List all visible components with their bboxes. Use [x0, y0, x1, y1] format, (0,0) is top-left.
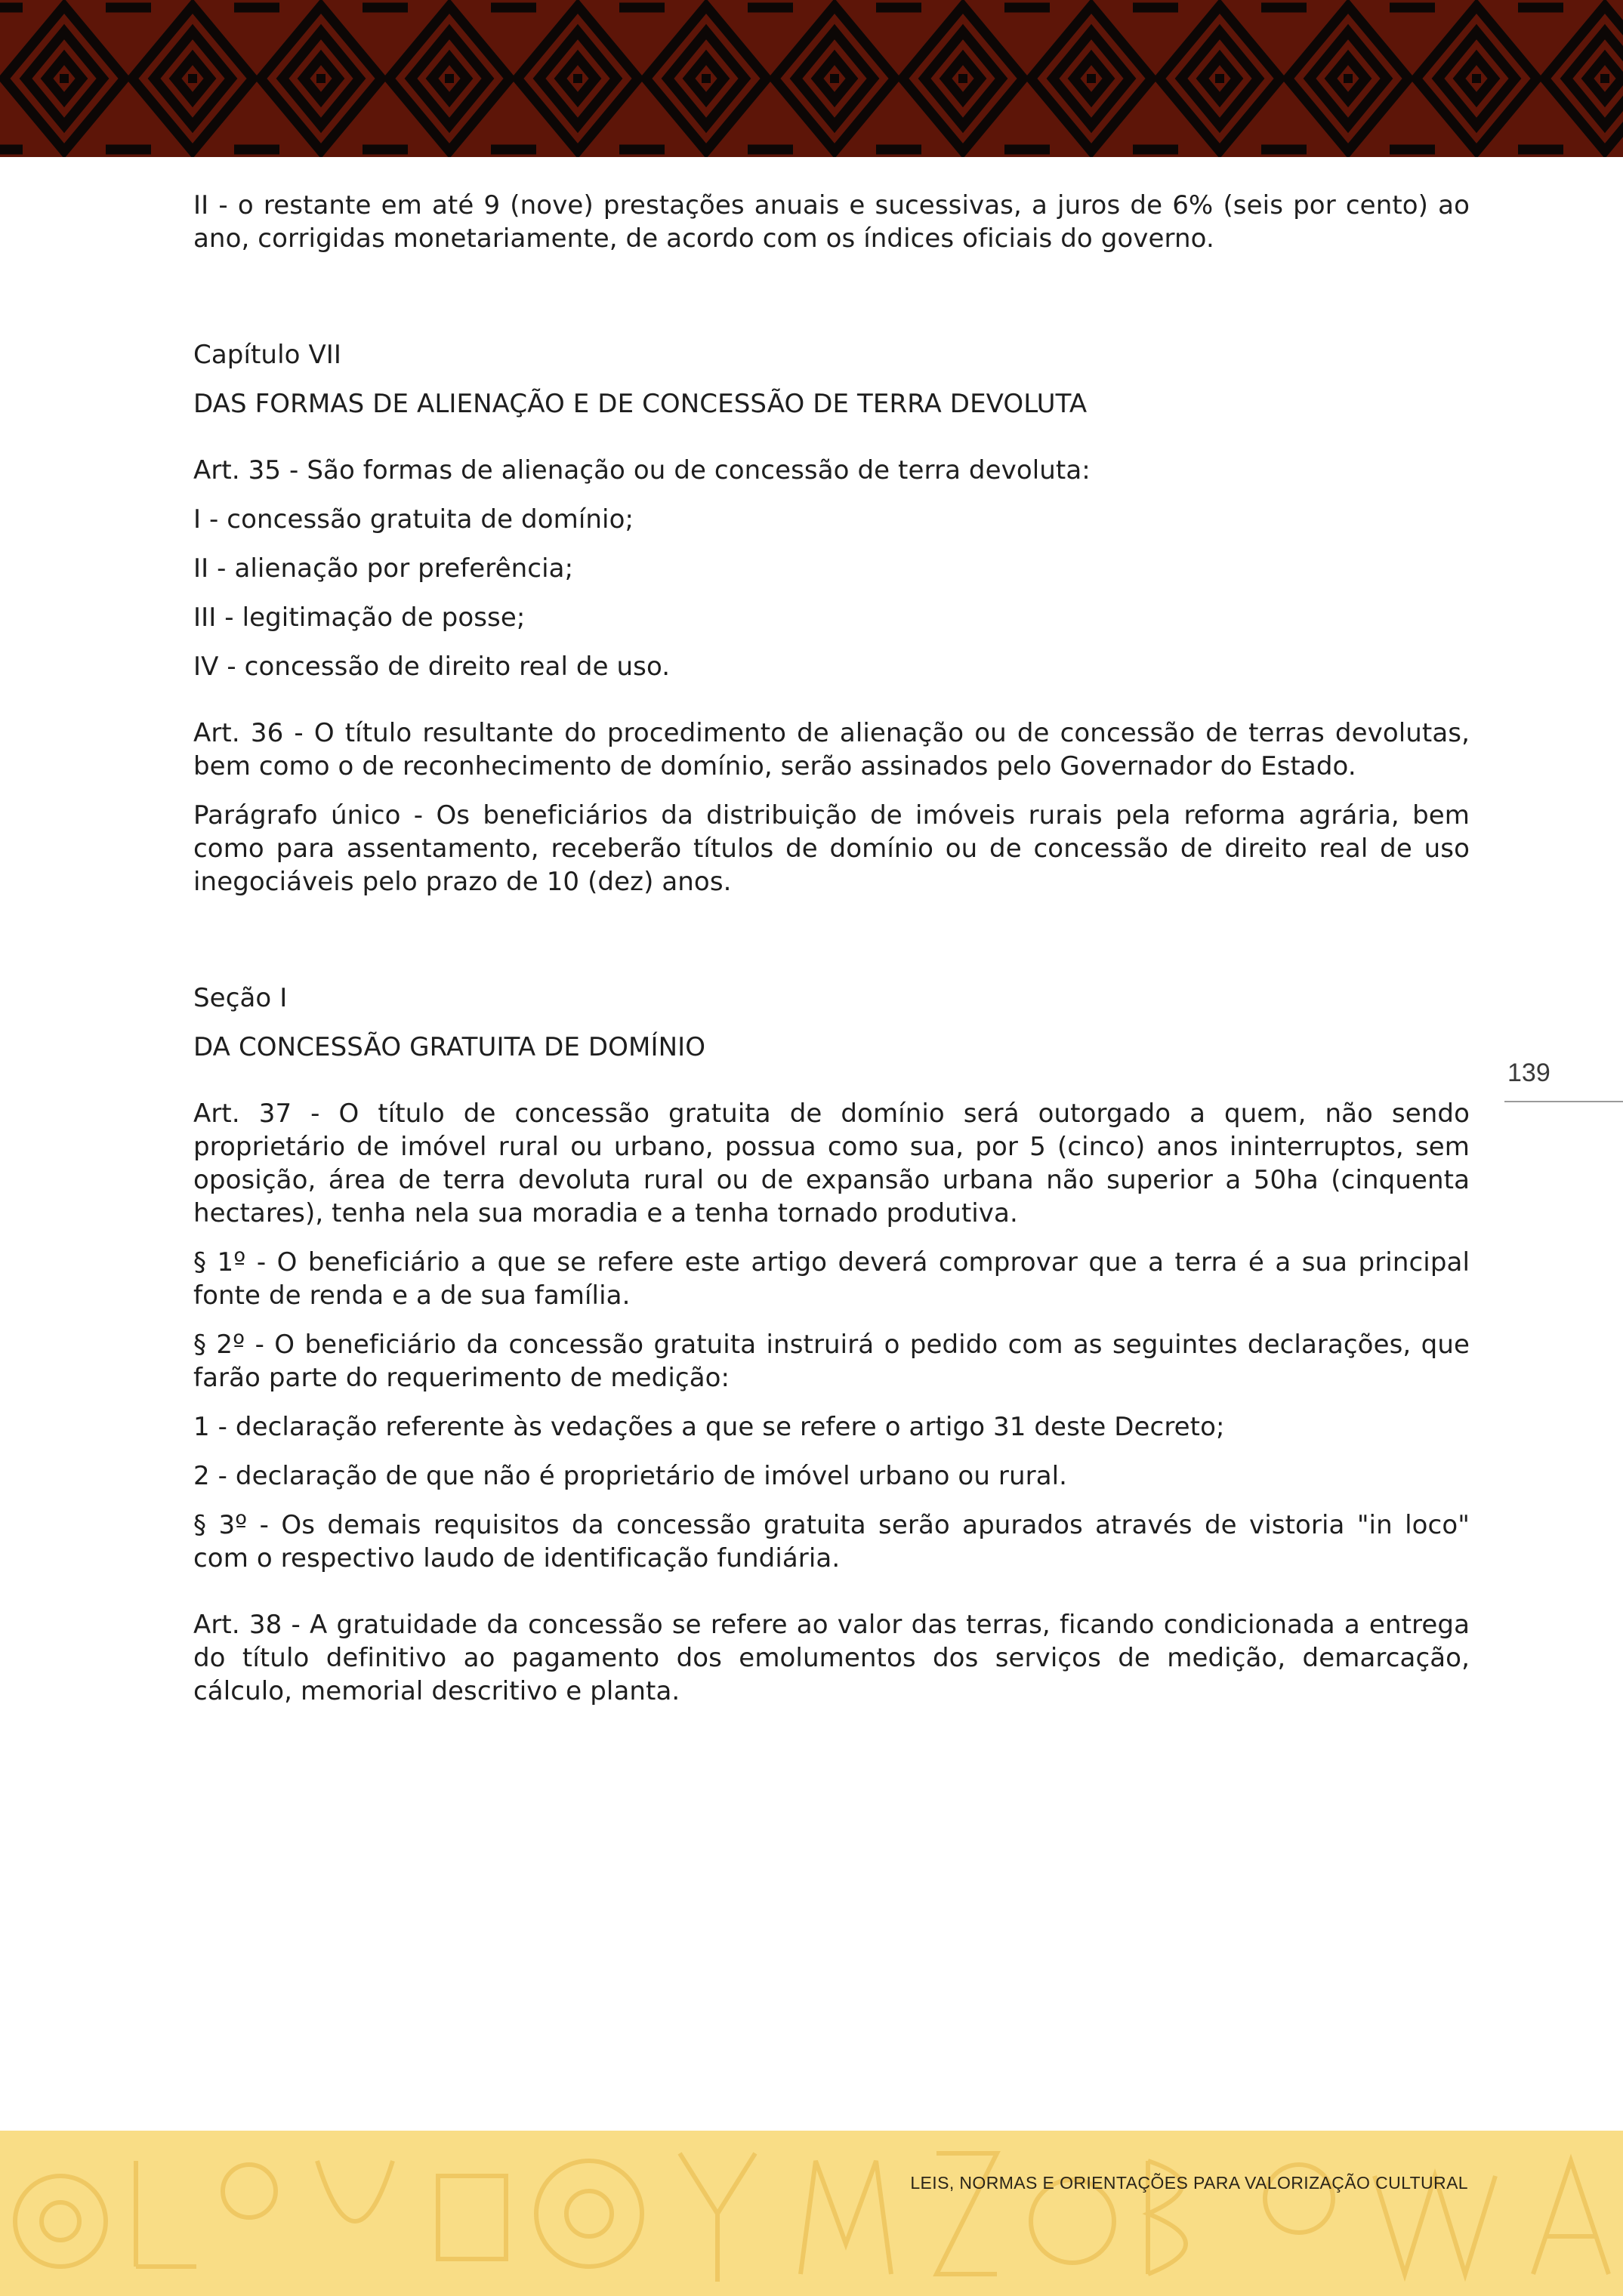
article-38: Art. 38 - A gratuidade da concessão se refere ao valor das terras, ficando condicionada a entrega do título definitivo ao pagamento dos emolumentos dos serviços de medição, demarcação, cálculo, memorial descritivo e planta. [193, 1610, 1470, 1706]
section-label: Seção I [193, 983, 288, 1013]
paragraph-2: § 2º - O beneficiário da concessão gratuita instruirá o pedido com as seguintes declarações, que farão parte do requerimento de medição: [193, 1330, 1470, 1393]
article-37: Art. 37 - O título de concessão gratuita de domínio será outorgado a quem, não sendo proprietário de imóvel rural ou urbano, possua como sua, por 5 (cinco) anos ininterruptos, sem oposição, área de terra devoluta rural ou de expansão urbana não superior a 50ha (cinquenta hectares), tenha nela sua moradia e a tenha tornado produtiva. [193, 1099, 1470, 1228]
chapter-title: DAS FORMAS DE ALIENAÇÃO E DE CONCESSÃO DE TERRA DEVOLUTA [193, 389, 1088, 419]
list-item: II - alienação por preferência; [193, 553, 574, 584]
article-36: Art. 36 - O título resultante do procedimento de alienação ou de concessão de terras devolutas, bem como o de reconhecimento de domínio, serão assinados pelo Governador do Estado. [193, 718, 1470, 781]
paragrafo-unico: Parágrafo único - Os beneficiários da distribuição de imóveis rurais pela reforma agrária, bem como para assentamento, receberão títulos de domínio ou de concessão de direito real de uso inegociáveis pelo prazo de 10 (dez) anos. [193, 800, 1470, 897]
document-body [193, 189, 1470, 1708]
list-item: 2 - declaração de que não é proprietário de imóvel urbano ou rural. [193, 1461, 1068, 1491]
footer-title: LEIS, NORMAS E ORIENTAÇÕES PARA VALORIZAÇÃO CULTURAL [910, 2173, 1468, 2193]
paragraph-3: § 3º - Os demais requisitos da concessão gratuita serão apurados através de vistoria "in loco" com o respectivo laudo de identificação fundiária. [193, 1510, 1470, 1573]
list-item: 1 - declaração referente às vedações a que se refere o artigo 31 deste Decreto; [193, 1412, 1225, 1442]
header-pattern-band [0, 0, 1623, 157]
footer-pattern-band [0, 2131, 1623, 2296]
list-item: IV - concessão de direito real de uso. [193, 652, 671, 682]
article-35: Art. 35 - São formas de alienação ou de concessão de terra devoluta: [193, 455, 1091, 485]
symbol-pattern-icon [0, 2131, 1623, 2296]
section-title: DA CONCESSÃO GRATUITA DE DOMÍNIO [193, 1032, 706, 1062]
paragraph-1: § 1º - O beneficiário a que se refere este artigo deverá comprovar que a terra é a sua principal fonte de renda e a de sua família. [193, 1247, 1470, 1311]
list-item: III - legitimação de posse; [193, 603, 526, 633]
chapter-label: Capítulo VII [193, 340, 342, 370]
page-number-rule [1504, 1101, 1623, 1102]
list-item: I - concessão gratuita de domínio; [193, 504, 634, 535]
geometric-pattern-icon [0, 0, 1623, 157]
page-number: 139 [1507, 1059, 1550, 1087]
paragraph-inciso-ii: II - o restante em até 9 (nove) prestações anuais e sucessivas, a juros de 6% (seis por cento) ao ano, corrigidas monetariamente, de acordo com os índices oficiais do governo. [193, 190, 1470, 254]
